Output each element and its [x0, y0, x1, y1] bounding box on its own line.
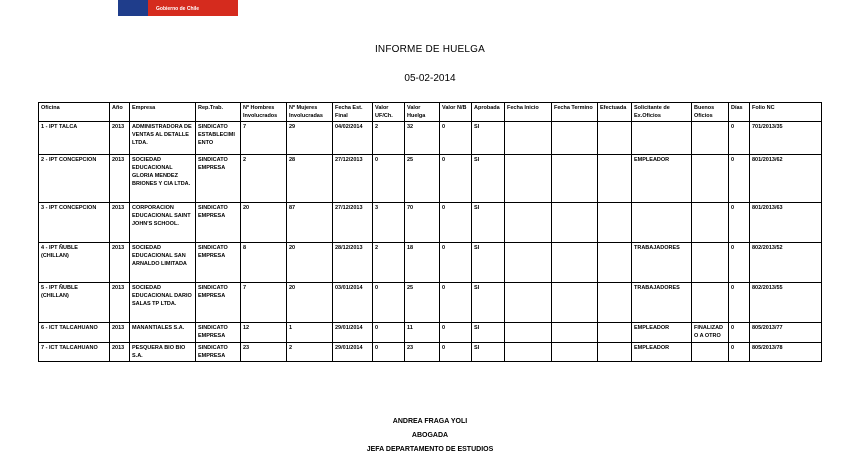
signature-dept: JEFA DEPARTAMENTO DE ESTUDIOS: [366, 446, 494, 453]
table-cell: 0: [373, 283, 405, 323]
column-header: Empresa: [130, 103, 196, 122]
table-cell: SI: [472, 122, 505, 155]
table-cell: 25: [405, 283, 440, 323]
table-cell: 0: [729, 283, 750, 323]
table-cell: 802/2013/52: [750, 243, 822, 283]
table-cell: [598, 243, 632, 283]
column-header: Nº Mujeres Involucradas: [287, 103, 333, 122]
table-row: [39, 203, 822, 243]
table-row: [39, 283, 822, 323]
table-cell: 0: [729, 343, 750, 362]
table-cell: 27/12/2013: [333, 203, 373, 243]
column-header: Valor UF/Ch.: [373, 103, 405, 122]
table-cell: 0: [440, 243, 472, 283]
table-cell: 0: [729, 243, 750, 283]
table-header: [39, 103, 822, 122]
table-cell: 2013: [110, 203, 130, 243]
table-cell: 802/2013/55: [750, 283, 822, 323]
table-cell: 2013: [110, 243, 130, 283]
table-cell: [692, 155, 729, 203]
table-cell: [632, 203, 692, 243]
table-cell: SINDICATO EMPRESA: [196, 283, 241, 323]
table-cell: [505, 323, 552, 343]
table-cell: [598, 283, 632, 323]
table-cell: TRABAJADORES: [632, 243, 692, 283]
table-cell: 87: [287, 203, 333, 243]
column-header: Buenos Oficios: [692, 103, 729, 122]
table-cell: 25: [405, 155, 440, 203]
table-row: [39, 122, 822, 155]
table-cell: 11: [405, 323, 440, 343]
table-cell: [598, 323, 632, 343]
table-cell: 1: [287, 323, 333, 343]
table-cell: CORPORACION EDUCACIONAL SAINT JOHN'S SCHOOL.: [130, 203, 196, 243]
column-header: Solicitante de Ex.Oficios: [632, 103, 692, 122]
report-title: INFORME DE HUELGA: [374, 44, 486, 55]
table-cell: 0: [440, 122, 472, 155]
report-date: 05-02-2014: [404, 73, 456, 84]
table-cell: ADMINISTRADORA DE VENTAS AL DETALLE LTDA.: [130, 122, 196, 155]
table-cell: SI: [472, 343, 505, 362]
table-cell: 70: [405, 203, 440, 243]
table-cell: TRABAJADORES: [632, 283, 692, 323]
table-cell: [598, 203, 632, 243]
signature-name: ANDREA FRAGA YOLI: [392, 418, 468, 425]
table-cell: 2: [373, 243, 405, 283]
table-cell: 3: [373, 203, 405, 243]
table-cell: 28/12/2013: [333, 243, 373, 283]
table-cell: SI: [472, 283, 505, 323]
table-cell: [552, 243, 598, 283]
table-cell: 0: [440, 155, 472, 203]
signature-role: ABOGADA: [411, 432, 449, 439]
table-row: [39, 155, 822, 203]
table-cell: SOCIEDAD EDUCACIONAL DARIO SALAS TP LTDA.: [130, 283, 196, 323]
table-cell: 0: [440, 283, 472, 323]
table-cell: SI: [472, 155, 505, 203]
table-cell: 0: [440, 343, 472, 362]
table-cell: 20: [287, 283, 333, 323]
table-cell: [552, 343, 598, 362]
table-cell: EMPLEADOR: [632, 155, 692, 203]
column-header: Fecha Termino: [552, 103, 598, 122]
table-cell: 29/01/2014: [333, 343, 373, 362]
table-cell: 0: [729, 323, 750, 343]
table-cell: [692, 283, 729, 323]
table-cell: 0: [729, 203, 750, 243]
table-cell: SINDICATO EMPRESA: [196, 323, 241, 343]
table-cell: 23: [241, 343, 287, 362]
table-cell: 5 - IPT ÑUBLE (CHILLAN): [39, 283, 110, 323]
table-cell: [552, 323, 598, 343]
table-cell: [692, 122, 729, 155]
table-cell: 3 - IPT CONCEPCION: [39, 203, 110, 243]
column-header: Fecha Est. Final: [333, 103, 373, 122]
table-cell: 0: [729, 122, 750, 155]
table-cell: 805/2013/78: [750, 343, 822, 362]
table-cell: SINDICATO EMPRESA: [196, 155, 241, 203]
column-header: Efectuada: [598, 103, 632, 122]
table-cell: 701/2013/35: [750, 122, 822, 155]
table-cell: 805/2013/77: [750, 323, 822, 343]
table-cell: [692, 343, 729, 362]
column-header: Folio NC: [750, 103, 822, 122]
table-cell: 7: [241, 283, 287, 323]
column-header: Valor N/B: [440, 103, 472, 122]
table-cell: SINDICATO EMPRESA: [196, 343, 241, 362]
table-cell: 20: [241, 203, 287, 243]
table-row: [39, 343, 822, 362]
table-cell: [505, 155, 552, 203]
column-header: Aprobada: [472, 103, 505, 122]
table-cell: 2 - IPT CONCEPCION: [39, 155, 110, 203]
table-cell: EMPLEADOR: [632, 343, 692, 362]
table-cell: SI: [472, 243, 505, 283]
table-cell: 2013: [110, 122, 130, 155]
table-cell: SOCIEDAD EDUCACIONAL SAN ARNALDO LIMITADA: [130, 243, 196, 283]
table-cell: [692, 243, 729, 283]
table-cell: 27/12/2013: [333, 155, 373, 203]
table-cell: 2013: [110, 155, 130, 203]
table-cell: [505, 283, 552, 323]
table-cell: 0: [373, 343, 405, 362]
table-cell: 28: [287, 155, 333, 203]
table-cell: 32: [405, 122, 440, 155]
table-cell: 2013: [110, 323, 130, 343]
table-cell: [632, 122, 692, 155]
table-cell: EMPLEADOR: [632, 323, 692, 343]
table-cell: 20: [287, 243, 333, 283]
table-cell: PESQUERA BIO BIO S.A.: [130, 343, 196, 362]
table-cell: [505, 343, 552, 362]
table-row: [39, 243, 822, 283]
table-cell: 6 - ICT TALCAHUANO: [39, 323, 110, 343]
table-cell: 0: [373, 323, 405, 343]
table-cell: [552, 155, 598, 203]
table-cell: 2: [373, 122, 405, 155]
table-cell: 801/2013/63: [750, 203, 822, 243]
table-cell: 23: [405, 343, 440, 362]
table-cell: 4 - IPT ÑUBLE (CHILLAN): [39, 243, 110, 283]
table-cell: [552, 283, 598, 323]
table-row: [39, 323, 822, 343]
table-cell: 2013: [110, 343, 130, 362]
table-cell: SI: [472, 323, 505, 343]
table-cell: 04/02/2014: [333, 122, 373, 155]
table-cell: MANANTIALES S.A.: [130, 323, 196, 343]
column-header: Fecha Inicio: [505, 103, 552, 122]
gobierno-logo: [118, 0, 238, 16]
table-cell: FINALIZADO A OTRO: [692, 323, 729, 343]
table-cell: [598, 155, 632, 203]
table-cell: 2013: [110, 283, 130, 323]
table-cell: 12: [241, 323, 287, 343]
table-cell: 18: [405, 243, 440, 283]
table-cell: 801/2013/62: [750, 155, 822, 203]
table-cell: 0: [440, 203, 472, 243]
logo-text: Gobierno de Chile: [156, 6, 200, 12]
table-cell: 2: [241, 155, 287, 203]
table-cell: [505, 122, 552, 155]
table-cell: [598, 343, 632, 362]
strike-table: [38, 102, 822, 362]
column-header: Días: [729, 103, 750, 122]
table-cell: 29: [287, 122, 333, 155]
table-cell: 0: [440, 323, 472, 343]
table-cell: 0: [729, 155, 750, 203]
table-cell: [505, 243, 552, 283]
table-cell: SOCIEDAD EDUCACIONAL GLORIA MENDEZ BRIONES Y CIA LTDA.: [130, 155, 196, 203]
table-cell: SINDICATO EMPRESA: [196, 203, 241, 243]
table-cell: 03/01/2014: [333, 283, 373, 323]
table-cell: [692, 203, 729, 243]
table-cell: 7: [241, 122, 287, 155]
table-cell: SI: [472, 203, 505, 243]
table-cell: 2: [287, 343, 333, 362]
table-cell: SINDICATO EMPRESA: [196, 243, 241, 283]
column-header: Nº Hombres Involucrados: [241, 103, 287, 122]
table-cell: [552, 203, 598, 243]
table-cell: 29/01/2014: [333, 323, 373, 343]
column-header: Rep.Trab.: [196, 103, 241, 122]
table-cell: [552, 122, 598, 155]
table-cell: SINDICATO ESTABLECIMIENTO: [196, 122, 241, 155]
column-header: Oficina: [39, 103, 110, 122]
table-cell: 1 - IPT TALCA: [39, 122, 110, 155]
table-cell: 8: [241, 243, 287, 283]
table-cell: [598, 122, 632, 155]
table-cell: [505, 203, 552, 243]
table-cell: 7 - ICT TALCAHUANO: [39, 343, 110, 362]
column-header: Año: [110, 103, 130, 122]
table-cell: 0: [373, 155, 405, 203]
column-header: Valor Huelga: [405, 103, 440, 122]
